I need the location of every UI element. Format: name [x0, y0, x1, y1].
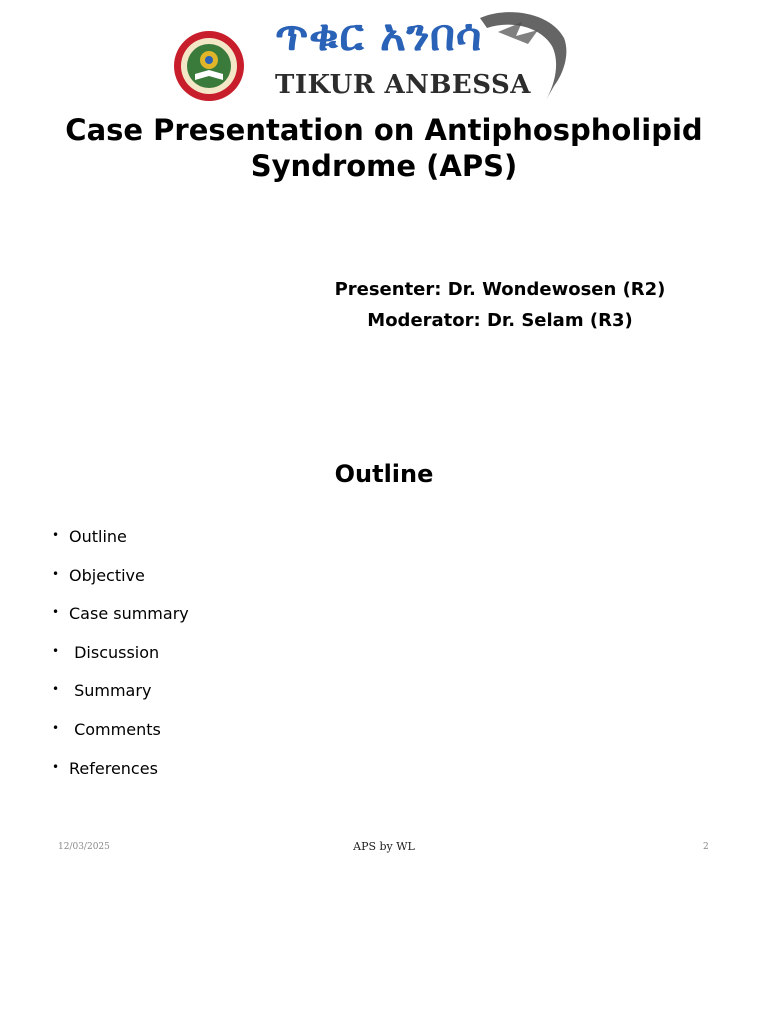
list-item-label: References: [69, 758, 158, 778]
slide-title-line-2: Syndrome (APS): [250, 149, 518, 183]
bullet-icon: •: [52, 566, 60, 581]
outline-list: [52, 525, 189, 795]
bullet-icon: •: [52, 720, 60, 735]
list-item: [52, 757, 189, 796]
bullet-icon: •: [52, 682, 60, 697]
list-item: [52, 525, 189, 564]
list-item-label: Case summary: [69, 604, 189, 624]
logo-wordmark-amharic: ጥቁር አንበሳ: [275, 10, 482, 61]
page-number: 2: [703, 842, 709, 852]
list-item-label: Discussion: [69, 642, 160, 662]
slide-title: [0, 112, 768, 184]
list-item: [52, 679, 189, 718]
university-seal-icon: [171, 30, 247, 102]
list-item: [52, 602, 189, 641]
list-item: [52, 564, 189, 603]
list-item-label: Summary: [69, 681, 152, 701]
list-item-label: Objective: [69, 565, 145, 585]
slide-title-line-1: Case Presentation on Antiphospholipid: [65, 113, 703, 147]
bullet-icon: •: [52, 605, 60, 620]
bullet-icon: •: [52, 759, 60, 774]
moderator-line: Moderator: Dr. Selam (R3): [367, 310, 633, 331]
outline-heading: Outline: [334, 460, 434, 488]
list-item: [52, 641, 189, 680]
list-item-label: Outline: [69, 527, 127, 546]
logo-wordmark-english: TIKUR ANBESSA: [275, 70, 531, 100]
bullet-icon: •: [52, 528, 60, 542]
footer-title: APS by WL: [353, 840, 415, 853]
presenter-line: Presenter: Dr. Wondewosen (R2): [334, 279, 666, 300]
footer-date: 12/03/2025: [58, 842, 110, 852]
presenter-block: [300, 274, 700, 336]
bullet-icon: •: [52, 643, 60, 658]
list-item: [52, 718, 189, 757]
list-item-label: Comments: [69, 719, 161, 739]
